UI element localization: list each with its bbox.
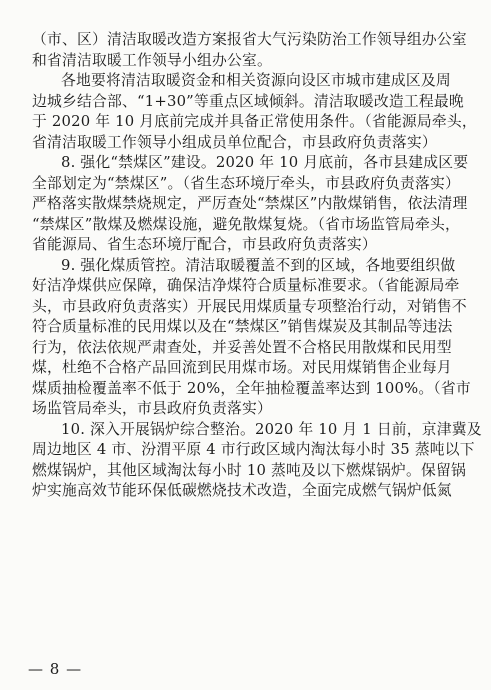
text-line: 于 2020 年 10 月底前完成并具备正常使用条件。（省能源局牵头，: [32, 113, 477, 130]
paragraph-start-line: 各地要将清洁取暖资金和相关资源向设区市城市建成区及周: [61, 72, 451, 89]
section-9-heading-line: 9. 强化煤质管控。清洁取暖覆盖不到的区域，各地要组织做: [61, 256, 456, 274]
text-line: 全部划定为“禁煤区”。（省生态环境厅牵头，市县政府负责落实）: [32, 174, 461, 192]
document-body: [32, 30, 482, 502]
text-line: 严格落实散煤禁烧规定，严厉查处“禁煤区”内散煤销售，依法清理: [32, 195, 468, 212]
text-line: 场监管局牵头，市县政府负责落实）: [32, 400, 272, 417]
text-line: 周边地区 4 市、汾渭平原 4 市行政区域内淘汰每小时 35 蒸吨以下: [32, 441, 475, 458]
text-line: 边城乡结合部、“1+30”等重点区域倾斜。清洁取暖改造工程最晚: [32, 92, 464, 110]
text-line: 省能源局、省生态环境厅配合，市县政府负责落实）: [32, 236, 377, 253]
text-line: 燃煤锅炉，其他区域淘汰每小时 10 蒸吨及以下燃煤锅炉。保留锅: [32, 461, 466, 479]
section-8-heading-line: 8. 强化“禁煤区”建设。2020 年 10 月底前，各市县建成区要: [61, 154, 469, 171]
text-line: 行为，依法依规严肃查处，并妥善处置不合格民用散煤和民用型: [32, 338, 452, 356]
text-line: 和省清洁取暖工作领导小组办公室。: [32, 51, 272, 69]
text-line: 煤质抽检覆盖率不低于 20%，全年抽检覆盖率达到 100%。（省市: [32, 379, 471, 397]
text-line: 煤，杜绝不合格产品回流到民用煤市场。对民用煤销售企业每月: [32, 359, 452, 376]
text-line: （市、区）清洁取暖改造方案报省大气污染防治工作领导组办公室: [32, 31, 467, 48]
section-10-heading-line: 10. 深入开展锅炉综合整治。2020 年 10 月 1 日前，京津冀及: [61, 420, 482, 438]
text-line: 省清洁取暖工作领导小组成员单位配合，市县政府负责落实）: [32, 133, 437, 151]
text-line: 符合质量标准的民用煤以及在“禁煤区”销售煤炭及其制品等违法: [32, 318, 453, 335]
text-line: “禁煤区”散煤及燃煤设施，避免散煤复烧。（省市场监管局牵头，: [32, 215, 461, 233]
text-line: 炉实施高效节能环保低碳燃烧技术改造，全面完成燃气锅炉低氮: [32, 482, 452, 499]
page-number: — 8 —: [28, 660, 83, 678]
text-line: 头，市县政府负责落实）开展民用煤质量专项整治行动，对销售不: [32, 297, 467, 315]
text-line: 好洁净煤供应保障，确保洁净煤符合质量标准要求。（省能源局牵: [32, 277, 460, 294]
